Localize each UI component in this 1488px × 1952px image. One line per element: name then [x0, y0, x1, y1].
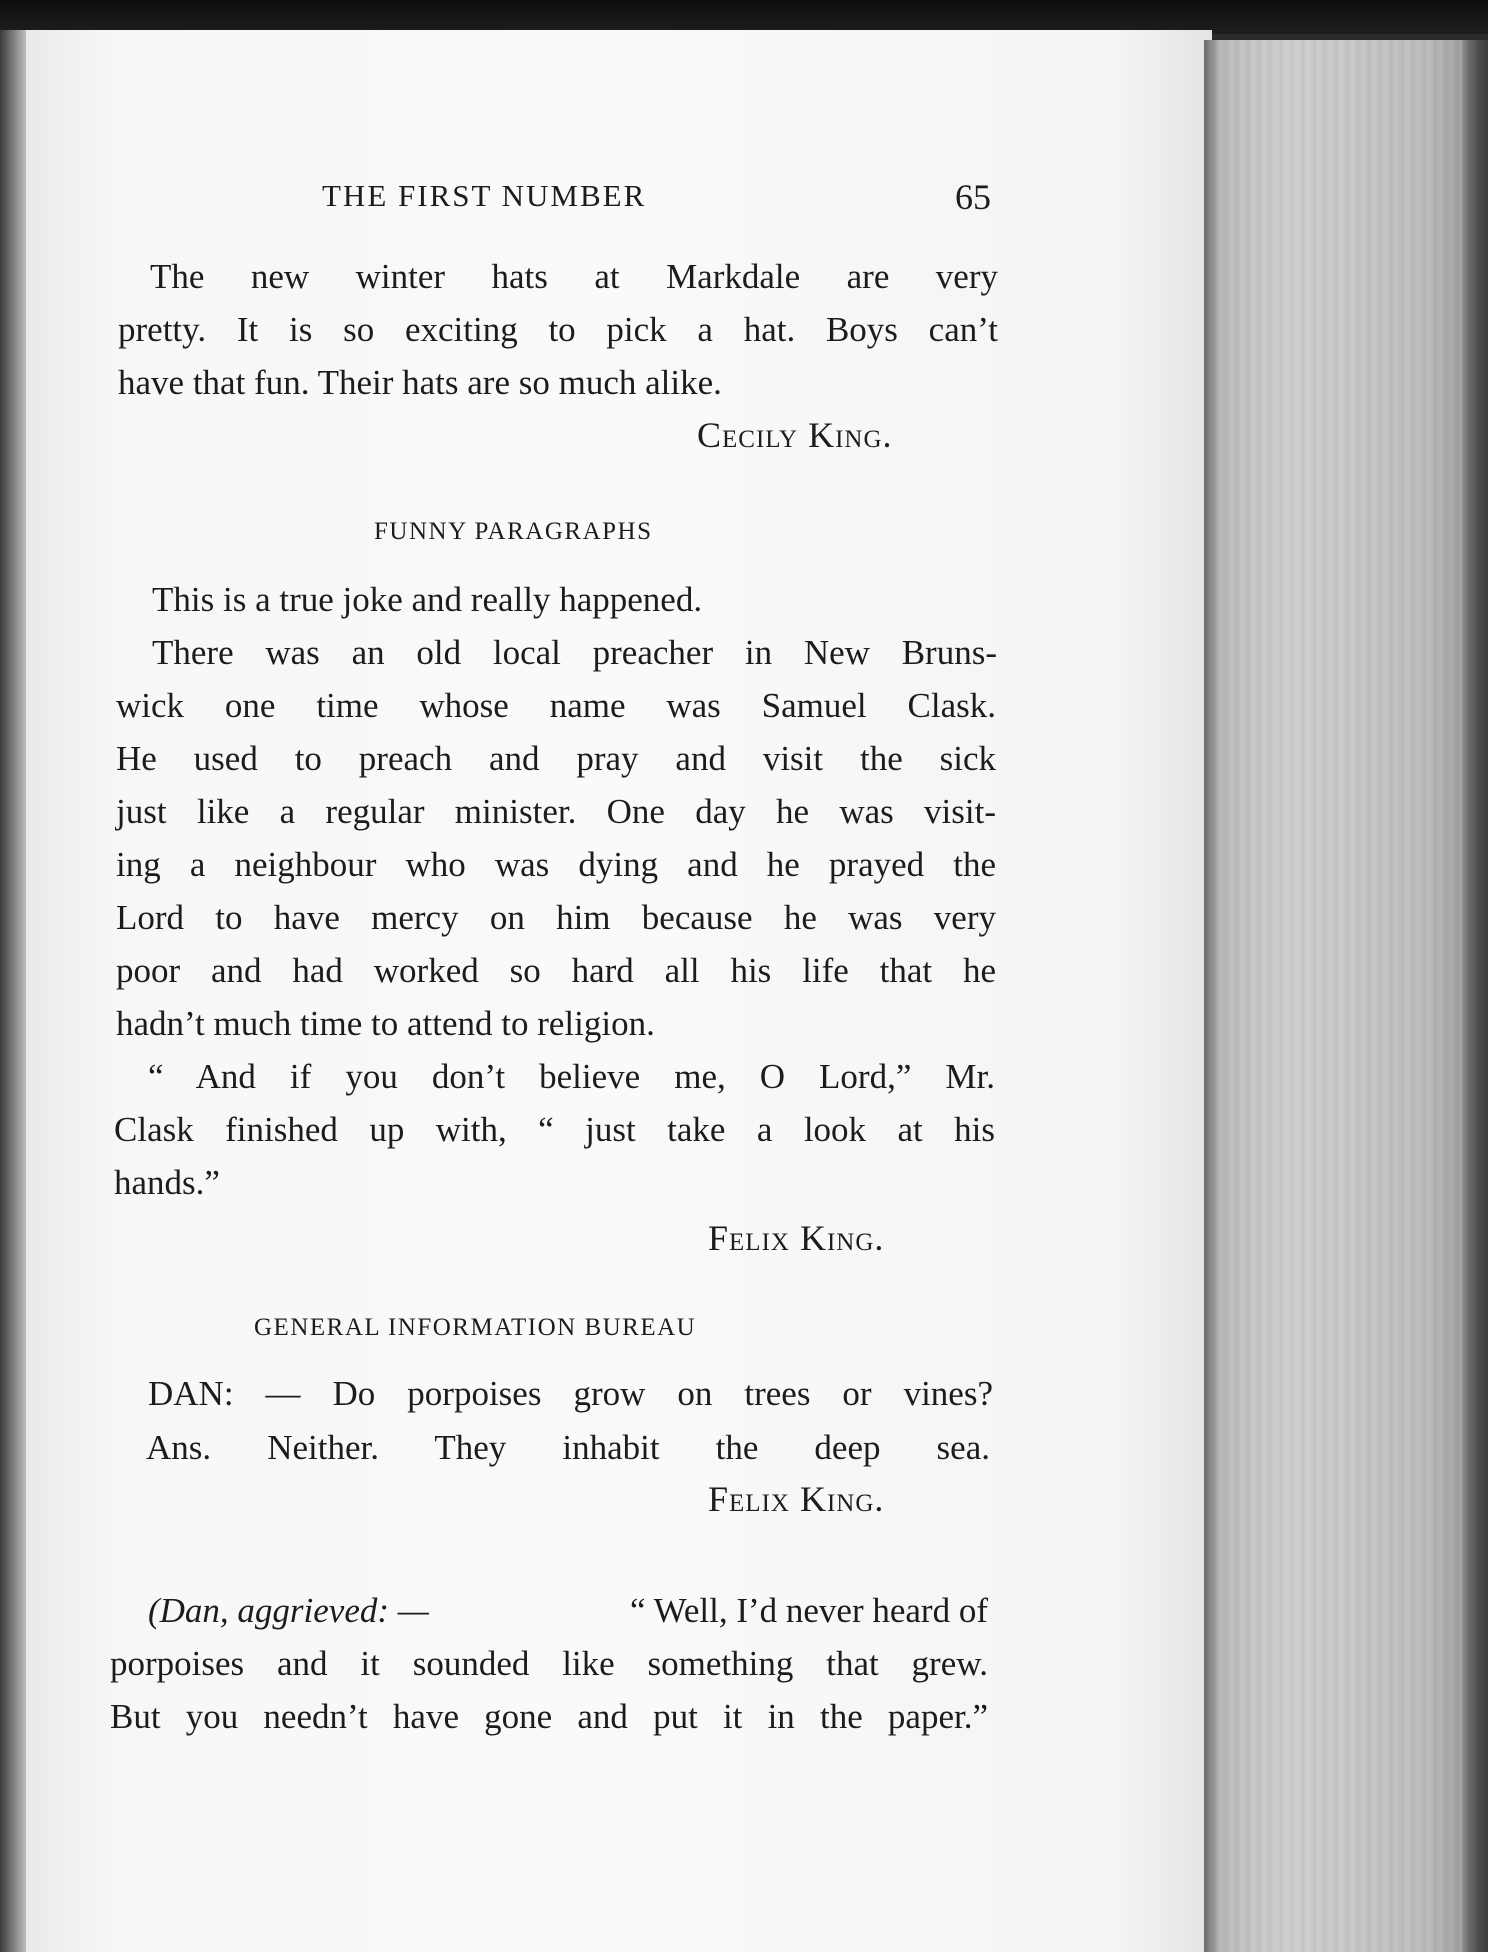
- hats-line-1: The new winter hats at Markdale are very: [150, 257, 998, 296]
- quote-line-3: hands.”: [114, 1163, 220, 1202]
- story-line-5: ing a neighbour who was dying and he prayed the: [116, 845, 996, 884]
- dan-note-line-2: porpoises and it sounded like something that grew.: [110, 1644, 988, 1683]
- book-fore-edge: [1204, 40, 1488, 1952]
- section-heading-general-information-bureau: GENERAL INFORMATION BUREAU: [254, 1314, 697, 1341]
- signature-felix-king-1: Felix King.: [708, 1218, 885, 1258]
- hats-line-3: have that fun. Their hats are so much alike.: [118, 363, 722, 402]
- dan-note-line-3: But you needn’t have gone and put it in the paper.”: [110, 1697, 988, 1736]
- signature-felix-king-2: Felix King.: [708, 1479, 885, 1519]
- page-number: 65: [955, 177, 991, 217]
- story-line-7: poor and had worked so hard all his life that he: [116, 951, 996, 990]
- quote-line-2: Clask finished up with, “ just take a look at his: [114, 1110, 995, 1149]
- dan-note-line-1-text: “ Well, I’d never heard of: [629, 1591, 988, 1630]
- story-line-4: just like a regular minister. One day he was visit-: [116, 792, 996, 831]
- fore-edge-shadow: [1204, 40, 1218, 1952]
- fore-edge-dark-band: [1462, 40, 1488, 1952]
- story-line-6: Lord to have mercy on him because he was very: [116, 898, 996, 937]
- dan-note-italic: (Dan, aggrieved: —: [148, 1591, 429, 1630]
- story-line-1: There was an old local preacher in New Bruns-: [152, 633, 997, 672]
- bureau-question: DAN: — Do porpoises grow on trees or vines?: [148, 1374, 993, 1413]
- signature-cecily-king: Cecily King.: [697, 415, 893, 455]
- book-gutter: [0, 30, 26, 1952]
- story-line-2: wick one time whose name was Samuel Clask.: [116, 686, 996, 725]
- running-head: THE FIRST NUMBER: [322, 178, 647, 213]
- section-heading-funny-paragraphs: FUNNY PARAGRAPHS: [374, 518, 653, 545]
- quote-line-1: “ And if you don’t believe me, O Lord,” Mr.: [148, 1057, 995, 1096]
- story-line-8: hadn’t much time to attend to religion.: [116, 1004, 655, 1043]
- story-line-3: He used to preach and pray and visit the sick: [116, 739, 996, 778]
- dan-note-line-1: [148, 1584, 988, 1637]
- funny-intro: This is a true joke and really happened.: [152, 580, 703, 619]
- hats-line-2: pretty. It is so exciting to pick a hat. Boys can’t: [118, 310, 998, 349]
- bureau-answer: Ans. Neither. They inhabit the deep sea.: [146, 1428, 990, 1467]
- scan-top-edge: [0, 0, 1488, 34]
